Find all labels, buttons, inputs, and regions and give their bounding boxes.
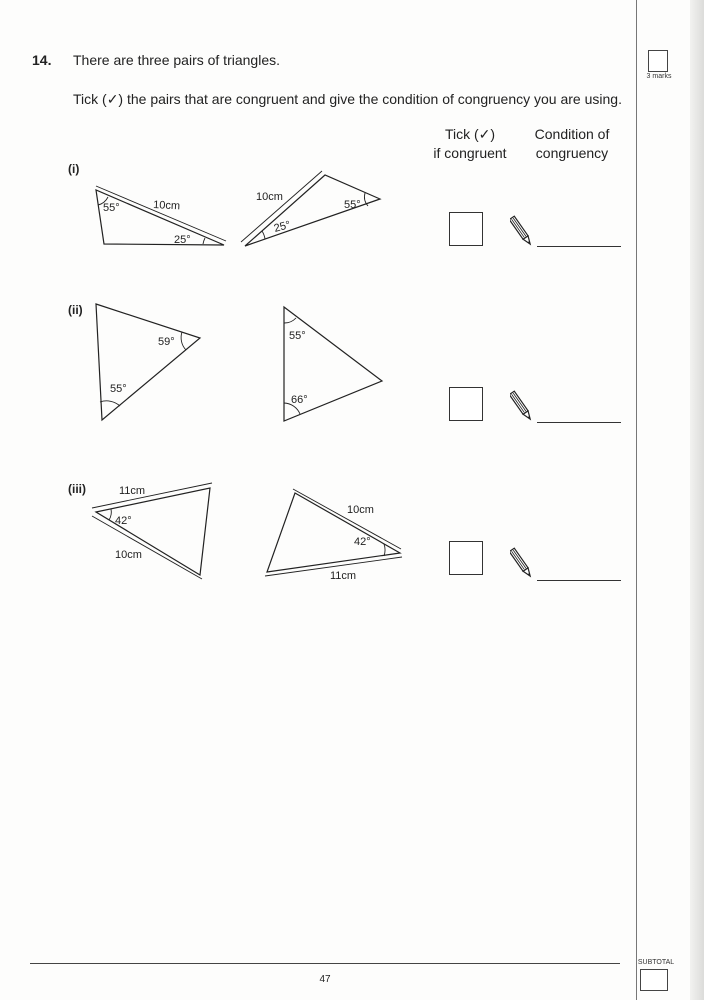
angle-label: 55° (289, 330, 306, 342)
angle-label: 55° (344, 199, 361, 211)
condition-header-line2: congruency (535, 145, 609, 161)
part-label-ii: (ii) (68, 303, 83, 317)
question-text: There are three pairs of triangles. (73, 52, 280, 68)
subtotal-label: SUBTOTAL (637, 959, 675, 966)
triangle-iii-left (96, 488, 210, 575)
angle-label: 66° (291, 394, 308, 406)
side-label: 11cm (119, 485, 146, 497)
angle-arc (262, 231, 265, 239)
question-instruction: Tick (✓) the pairs that are congruent and give the condition of congruency you are using. (73, 91, 622, 107)
marks-label: 3 marks (646, 73, 672, 80)
tick-header-line2: if congruent (433, 145, 507, 161)
angle-arc (109, 509, 111, 520)
side-marker (92, 483, 212, 508)
side-label: 10cm (152, 199, 181, 213)
side-marker (92, 516, 202, 579)
side-label: 10cm (256, 191, 283, 203)
angle-label: 25° (272, 218, 292, 235)
page-number: 47 (319, 974, 331, 985)
angle-label: 55° (110, 383, 127, 395)
question-number: 14. (32, 52, 52, 68)
angle-arc (384, 544, 385, 556)
side-label: 10cm (115, 549, 142, 561)
angle-arc (284, 318, 296, 323)
subtotal-box[interactable] (640, 969, 668, 991)
angle-label: 42° (354, 536, 371, 548)
angle-label: 55° (103, 202, 120, 214)
triangle-ii-left (96, 304, 200, 420)
triangle-i-left (96, 190, 224, 245)
angle-label: 25° (174, 234, 191, 246)
part-label-iii: (iii) (68, 482, 86, 496)
tick-header-line1: Tick (✓) (444, 126, 496, 142)
side-marker (293, 489, 401, 549)
angle-arc (100, 401, 120, 406)
angle-label: 59° (158, 336, 175, 348)
part-label-i: (i) (68, 162, 80, 176)
angle-arc (181, 332, 186, 350)
side-label: 10cm (347, 504, 374, 516)
side-label: 11cm (330, 570, 357, 582)
angle-label: 42° (115, 515, 132, 527)
angle-arc (203, 238, 205, 244)
condition-header-line1: Condition of (534, 126, 610, 142)
footer-rule (30, 963, 620, 964)
